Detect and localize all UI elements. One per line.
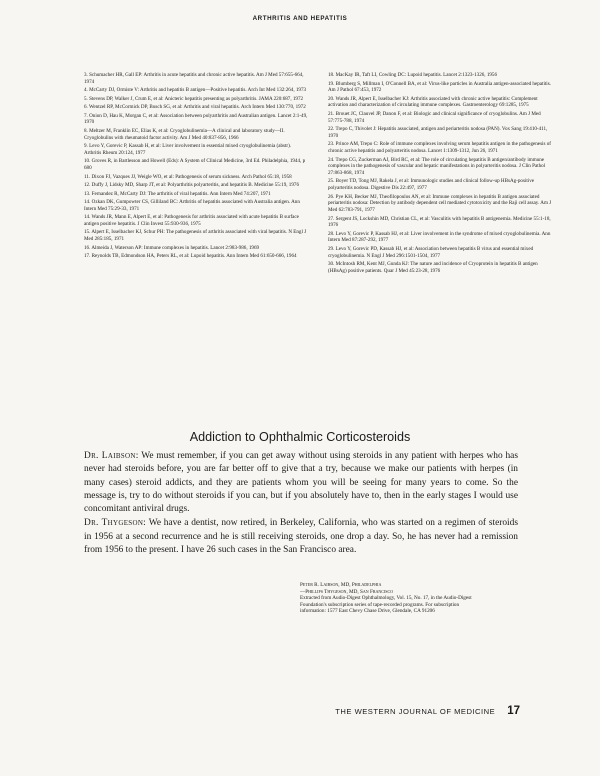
reference-item: 16. Almeida J, Waterson AP: Immune complexes in hepatitis. Lancet 2:983-986, 1969 — [84, 244, 260, 251]
reference-item: 22. Trepo C, Thivolet J: Hepatitis associated, antigen and periarteritis nodosa (PAN). Vox Sang 19:410-411, 1970 — [328, 126, 548, 139]
reference-item: 27. Sergent JS, Lockshin MD, Christian CL, et al: Vasculitis with hepatitis B antigenemia. Medicine 55:1-18, 1976 — [328, 215, 551, 229]
reference-item: 30. McIntosh RM, Kent MJ, Gunda KJ: The nature and incidence of Cryoprotein in hepatitis B antigen (HBsAg) positive patients. Quar J Med 45:23-28, 1976 — [328, 261, 538, 274]
reference-item: 11. Dixon FJ, Vazques JJ, Weigle WO, et al: Pathogenesis of serum sickness. Arch Pathol 65:18, 1958 — [84, 173, 292, 180]
reference-item: 21. Brouet JC, Clauvel JP, Danon F, et al: Biologic and clinical significance of cryoglobulins. Am J Med 57:775-788, 1974 — [328, 110, 541, 124]
reference-item: 4. McCarty DJ, Ormiste V: Arthritis and hepatitis B antigen—Positive hepatitis. Arch Int Med 132:264, 1973 — [84, 87, 307, 94]
reference-item: 20. Wands JR, Alpert E, Isselbacher KJ: Arthritis associated with chronic active hepatitis: Complement activation and characterization of circulating immune complexes. Gastroenterology 69:1285, 1975 — [328, 95, 538, 109]
author-laibson: Peter R. Laibson, MD, Philadelphia — [300, 582, 382, 588]
reference-item: 9. Levo Y, Gorevic P, Kassab H, et al: Liver involvement in essential mixed cryoglobulinemia (abstr). Arthritis Rheum 20:124, 1977 — [84, 143, 292, 156]
reference-item: 8. Meltzer M, Franklin EC, Elias K, et al: Cryoglobulinemia—A clinical and laboratory study—II. Cryoglobulins with rheumatoid factor activity. Am J Med 40:837-856, 1966 — [84, 127, 285, 141]
paragraph-text: We must remember, if you can get away without using steroids in any patient with herpes who has never had steroids before, you are far better off to give that a try, because we make our patients with herpes (in many cases) steroid addicts, and they are patients whom you will be seeing for many years to come. So the message is, try to do without steroids if you can, but if you absolutely have to, then in the early stages I would use concomitant antiviral drugs. — [84, 451, 518, 515]
reference-item: 19. Blumberg S, Millman I, O'Connell BA, et al: Virus-like particles in Australia antigen-associated hepatitis. Am J Pathol 67:453, 1972 — [328, 80, 551, 94]
reference-item: 28. Levo Y, Gorevic P, Kassab HJ, et al: Liver involvement in the syndrome of mixed cryoglobulinemia. Ann Intern Med 87:287-292, 1977 — [328, 230, 551, 244]
article-body — [84, 450, 518, 558]
speaker-name: Dr. Laibson: — [84, 451, 139, 461]
reference-item: 29. Levo Y, Gorevic PD, Kassab HJ, et al: Association between hepatitis B virus and essential mixed cryoglobulinemia. N Engl J Med 296:1501-1504, 1977 — [328, 245, 534, 259]
reference-item: 12. Duffy J, Lidsky MD, Sharp JT, et al: Polyarthritis polyarteritis, and hepatitis B. Medicine 55:19, 1976 — [84, 182, 299, 189]
page-number: 17 — [507, 705, 520, 717]
journal-name: THE WESTERN JOURNAL OF MEDICINE — [335, 707, 496, 716]
reference-item: 14. Wands JR, Mann E, Alpert E, et al: Pathogenesis for arthritis associated with acute hepatitis B surface antigen positive hepatitis. J Clin Invest 55:930-936, 1975 — [84, 214, 299, 227]
paragraph-thygeson — [84, 517, 518, 557]
reference-item: 14. Ozkan DK, Gumpowter CS, Gilliland BC: Arthritis of hepatitis associated with Australia antigen. Ann Intern Med 75:29-33, 1971 — [84, 199, 300, 212]
running-head: ARTHRITIS AND HEPATITIS — [252, 15, 348, 22]
references-left-column — [84, 72, 308, 276]
reference-item: 25. Boyer TD, Tong MJ, Rakela J, et al: Immunologic studies and clinical follow-up HBsAg-positive polyarteritis nodosa. Digestive Dis 22:497, 1977 — [328, 178, 535, 192]
reference-item: 7. Onion D, Hau K, Morgan C, et al: Association between polyarthritis and Australian antigen. Lancet 2:1-49, 1970 — [84, 112, 308, 126]
reference-item: 5. Stevens DP, Walker J, Crum E, et al: Anicteric hepatitis presenting as polyarthritis. JAMA 220:687, 1972 — [84, 95, 304, 102]
source-note: Extracted from Audio-Digest Ophthalmology, Vol. 15, No. 17, in the Audio-Digest Foundation's subscription series of tape-recorded programs. For subscription information: 1577 East Chevy Chase Drive, Glendale, CA 91206 — [300, 595, 472, 615]
reference-item: 18. MacKay IR, Taft LI, Cowling DC: Lupoid hepatitis. Lancet 2:1323-1326, 1956 — [328, 72, 498, 78]
reference-item: 6. Wentzel RP, McCormick DP, Busch SG, et al: Arthritis and viral hepatitis. Arch Intern Med 130:770, 1972 — [84, 104, 306, 111]
reference-item: 10. Groves R, in Bartlesson and Howell (Eds): A System of Clinical Medicine, 3rd Ed. Philadelphia, 1944, p 680 — [84, 158, 306, 172]
references-right-column — [328, 72, 552, 276]
reference-item: 26. Pye KH, Becker MJ, Theofilopoulos AN, et al: Immune complexes in hepatitis B antigen associated periarteritis nodosa: Detection by antibody dependent cell mediated cytotoxicity and the Raji cell assay. Am J Med 62:783-791, 1977 — [328, 193, 552, 214]
reference-item: 15. Alpert E, Isselbacher KJ, Schur PH: The pathogenesis of arthritis associated with viral hepatitis. N Engl J Med 285:185, 1971 — [84, 229, 307, 243]
reference-item: 13. Fernandez R, McCarty DJ: The arthritis of viral hepatitis. Ann Intern Med 74:207, 1971 — [84, 190, 271, 197]
references — [84, 72, 552, 276]
author-thygeson: —Phillips Thygeson, MD, San Francisco — [300, 588, 394, 595]
reference-item: 17. Reynolds TB, Edmondson HA, Peters RL, et al: Lupoid hepatitis. Ann Intern Med 61:650-666, 1964 — [84, 253, 297, 260]
attribution — [300, 582, 480, 615]
paragraph-laibson — [84, 450, 518, 516]
speaker-name: Dr. Thygeson: — [84, 518, 147, 529]
reference-item: 3. Schumacher HR, Gall EP: Arthritis in acute hepatitis and chronic active hepatitis. Am J Med 57:655-664, 1974 — [84, 72, 304, 85]
article-title: Addiction to Ophthalmic Corticosteroids — [189, 430, 411, 444]
reference-item: 23. Prince AM, Trepo C: Role of immune complexes involving serum hepatitis antigen in the pathogenesis of chronic active hepatitis and polyarteritis nodosa. Lancet 1:1309-1312, Jun 26, 1971 — [328, 141, 551, 155]
reference-item: 24. Trepo CG, Zuckerman AJ, Bird RC, et al: The role of circulating hepatitis B antigen/antibody immune complexes in the pathogenesis of vascular and hepatic manifestations in polyarteritis nodosa. J Clin Pathol 27:863-868, 1974 — [328, 156, 546, 176]
paragraph-text: We have a dentist, now retired, in Berkeley, California, who was started on a regimen of steroids in 1956 at a second recurrence and he is still receiving steroids, one drop a day. So, he has never had a remission from 1956 to the present. I have 26 such cases in the San Francisco area. — [84, 518, 518, 556]
page-footer — [312, 705, 520, 717]
